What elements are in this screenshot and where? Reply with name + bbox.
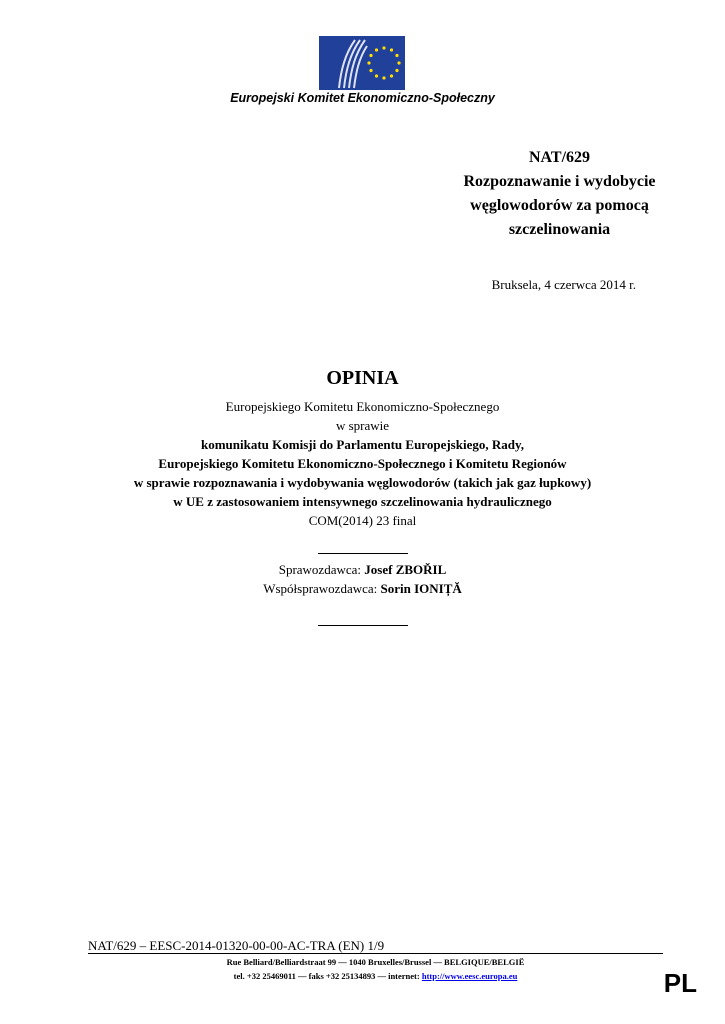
rapporteur-name: Josef ZBOŘIL bbox=[364, 562, 447, 577]
com-reference: COM(2014) 23 final bbox=[308, 513, 417, 528]
footer-address-block bbox=[88, 955, 663, 983]
eu-star-icon bbox=[375, 74, 378, 77]
subject-bold-line: w UE z zastosowaniem intensywnego szczelinowania hydraulicznego bbox=[173, 494, 552, 509]
eu-star-icon bbox=[390, 74, 393, 77]
subject-bold-line: Europejskiego Komitetu Ekonomiczno-Społecznego i Komitetu Regionów bbox=[158, 456, 567, 471]
subject-bold-line: w sprawie rozpoznawania i wydobywania węglowodorów (takich jak gaz łupkowy) bbox=[133, 475, 592, 490]
eu-star-icon bbox=[395, 69, 398, 72]
eu-star-icon bbox=[382, 46, 385, 49]
reference-title-line: węglowodorów za pomocą bbox=[470, 197, 649, 214]
website-link[interactable]: http://www.eesc.europa.eu bbox=[421, 971, 518, 981]
corapporteur-label: Współsprawozdawca: bbox=[263, 581, 381, 596]
eu-star-icon bbox=[375, 48, 378, 51]
reference-title-line: szczelinowania bbox=[508, 221, 611, 238]
subject-line: w sprawie bbox=[335, 418, 390, 433]
opinion-subject bbox=[0, 397, 725, 530]
language-code: PL bbox=[663, 968, 697, 998]
opinion-heading: OPINIA bbox=[326, 367, 399, 389]
eu-star-icon bbox=[390, 48, 393, 51]
separator-rule bbox=[0, 613, 725, 631]
eesc-logo-graphic bbox=[319, 36, 405, 90]
rapporteurs bbox=[0, 560, 725, 598]
subject-bold-line: komunikatu Komisji do Parlamentu Europejskiego, Rady, bbox=[200, 437, 524, 452]
separator-rule bbox=[0, 541, 725, 559]
place-date: Bruksela, 4 czerwca 2014 r. bbox=[491, 277, 636, 292]
eesc-logo bbox=[319, 36, 405, 90]
corapporteur-name: Sorin IONIȚĂ bbox=[380, 581, 462, 596]
eu-star-icon bbox=[395, 54, 398, 57]
footer-contact bbox=[88, 969, 663, 983]
reference-title-line: Rozpoznawanie i wydobycie bbox=[463, 173, 656, 190]
eu-star-icon bbox=[369, 69, 372, 72]
eu-star-icon bbox=[397, 61, 400, 64]
footer-address: Rue Belliard/Belliardstraat 99 — 1040 Bruxelles/Brussel — BELGIQUE/BELGIË bbox=[226, 957, 525, 967]
reference-code: NAT/629 bbox=[528, 149, 591, 166]
footer-divider bbox=[88, 953, 663, 954]
document-reference-block bbox=[412, 146, 707, 242]
rapporteur-label: Sprawozdawca: bbox=[278, 562, 365, 577]
organization-name: Europejski Komitet Ekonomiczno-Społeczny bbox=[230, 91, 495, 105]
corapporteur-line bbox=[0, 579, 725, 598]
eu-star-icon bbox=[382, 76, 385, 79]
eu-star-icon bbox=[367, 61, 370, 64]
subject-line: Europejskiego Komitetu Ekonomiczno-Społecznego bbox=[225, 399, 500, 414]
rapporteur-line bbox=[0, 560, 725, 579]
footer-contact-text: tel. +32 25469011 — faks +32 25134893 — internet: bbox=[233, 971, 422, 981]
eu-star-icon bbox=[369, 54, 372, 57]
footer-document-reference: NAT/629 – EESC-2014-01320-00-00-AC-TRA (EN) 1/9 bbox=[88, 938, 385, 953]
